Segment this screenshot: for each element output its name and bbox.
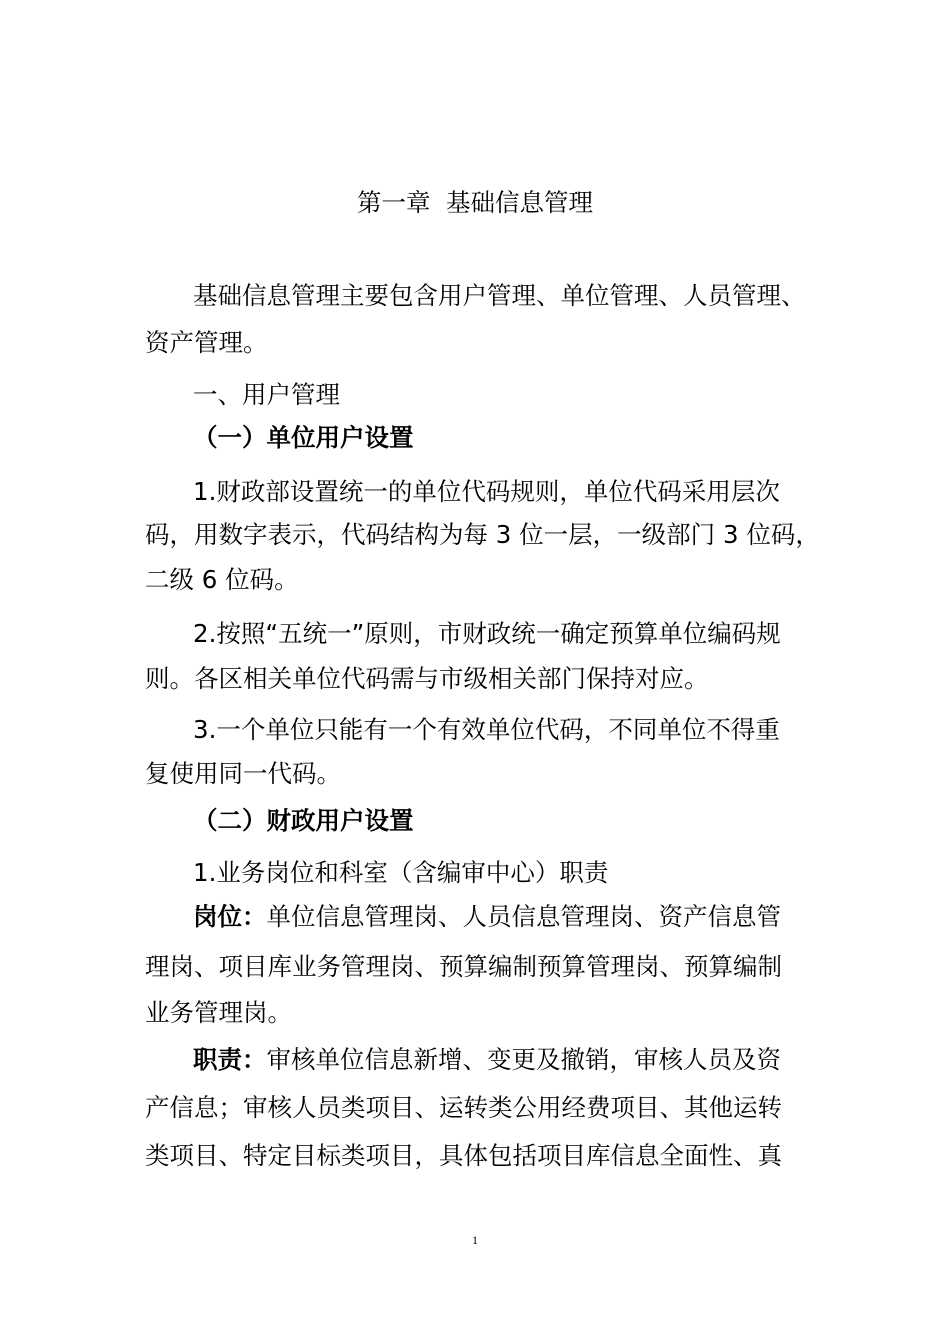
- duties-line: [193, 1045, 810, 1075]
- paragraph-line: 类项目、特定目标类项目，具体包括项目库信息全面性、真: [145, 1141, 782, 1170]
- posts-label: 岗位：: [193, 902, 267, 931]
- paragraph-line: 1.业务岗位和科室（含编审中心）职责: [193, 858, 609, 887]
- paragraph-line: 产信息；审核人员类项目、运转类公用经费项目、其他运转: [145, 1093, 782, 1122]
- duties-label: 职责：: [193, 1045, 267, 1074]
- posts-text: 单位信息管理岗、人员信息管理岗、资产信息管: [266, 902, 781, 931]
- paragraph-line: 1.财政部设置统一的单位代码规则，单位代码采用层次: [193, 477, 780, 506]
- paragraph-line: 码，用数字表示，代码结构为每 3 位一层，一级部门 3 位码，: [145, 520, 820, 549]
- paragraph-line: 2.按照“五统一”原则，市财政统一确定预算单位编码规: [193, 619, 781, 648]
- paragraph-line: 理岗、项目库业务管理岗、预算编制预算管理岗、预算编制: [145, 952, 782, 981]
- duties-text: 审核单位信息新增、变更及撤销，审核人员及资: [266, 1045, 781, 1074]
- paragraph-line: 3.一个单位只能有一个有效单位代码，不同单位不得重: [193, 715, 780, 744]
- paragraph-line: 则。各区相关单位代码需与市级相关部门保持对应。: [145, 664, 709, 693]
- subsection-heading: （二）财政用户设置: [193, 806, 414, 835]
- chapter-title: 第一章 基础信息管理: [356, 188, 594, 217]
- section-heading: 一、用户管理: [193, 380, 340, 409]
- intro-line: 基础信息管理主要包含用户管理、单位管理、人员管理、: [193, 281, 806, 310]
- page-number: 1: [472, 1233, 478, 1247]
- paragraph-line: 二级 6 位码。: [145, 565, 299, 594]
- posts-line: [193, 902, 810, 932]
- paragraph-line: 复使用同一代码。: [145, 759, 341, 788]
- subsection-heading: （一）单位用户设置: [193, 423, 414, 452]
- paragraph-line: 业务管理岗。: [145, 998, 292, 1027]
- intro-line: 资产管理。: [145, 328, 268, 357]
